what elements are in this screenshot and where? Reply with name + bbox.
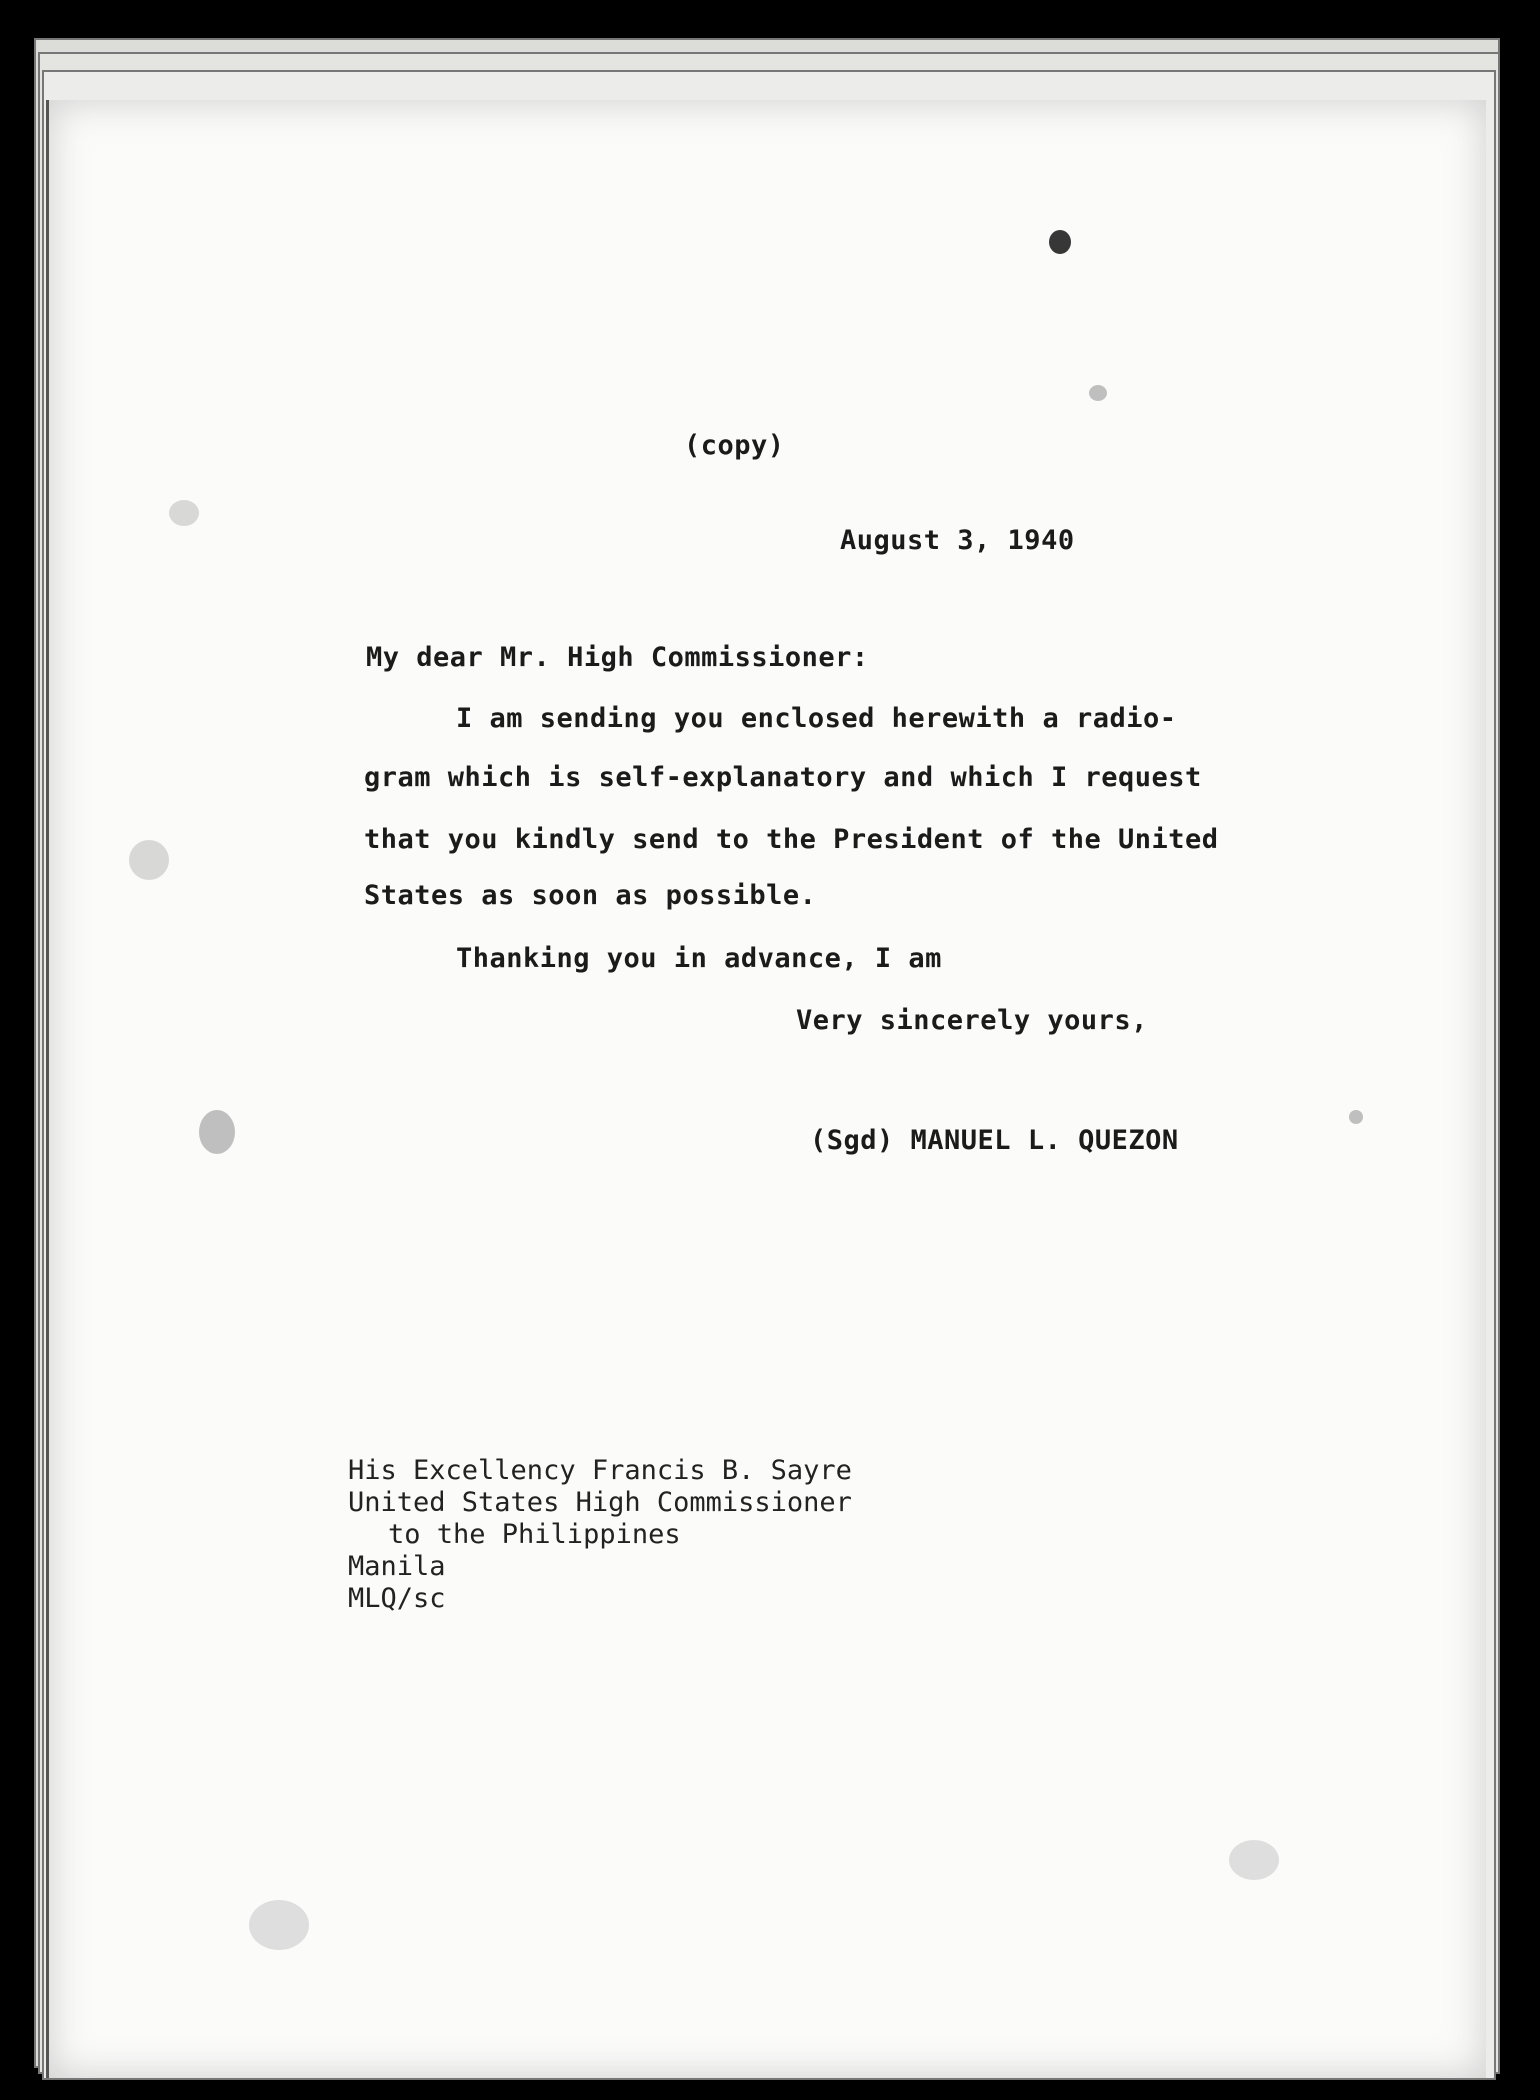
scan-speck — [1089, 385, 1107, 401]
scan-speck — [199, 1110, 235, 1154]
address-line: Manila — [348, 1551, 446, 1582]
body-line: that you kindly send to the President of the United — [364, 824, 1219, 855]
scan-speck — [129, 840, 169, 880]
scan-speck — [169, 500, 199, 526]
letter-date: August 3, 1940 — [840, 525, 1075, 556]
thanks-line: Thanking you in advance, I am — [456, 943, 942, 974]
reference-initials: MLQ/sc — [348, 1583, 446, 1614]
copy-label: (copy) — [684, 430, 785, 461]
scan-speck — [1349, 1110, 1363, 1124]
salutation: My dear Mr. High Commissioner: — [366, 642, 869, 673]
scan-speck — [249, 1900, 309, 1950]
letter-page — [46, 100, 1486, 2078]
body-line: gram which is self-explanatory and which I request — [364, 762, 1202, 793]
scan-speck — [1049, 230, 1071, 254]
recipient-address — [348, 1455, 852, 1615]
body-line: States as soon as possible. — [364, 880, 817, 911]
closing-line: Very sincerely yours, — [796, 1005, 1148, 1036]
body-line: I am sending you enclosed herewith a radio- — [456, 703, 1177, 734]
address-line: His Excellency Francis B. Sayre — [348, 1455, 852, 1486]
address-line: to the Philippines — [388, 1519, 681, 1550]
address-line: United States High Commissioner — [348, 1487, 852, 1518]
signature-line: (Sgd) MANUEL L. QUEZON — [810, 1125, 1179, 1156]
scan-speck — [1229, 1840, 1279, 1880]
